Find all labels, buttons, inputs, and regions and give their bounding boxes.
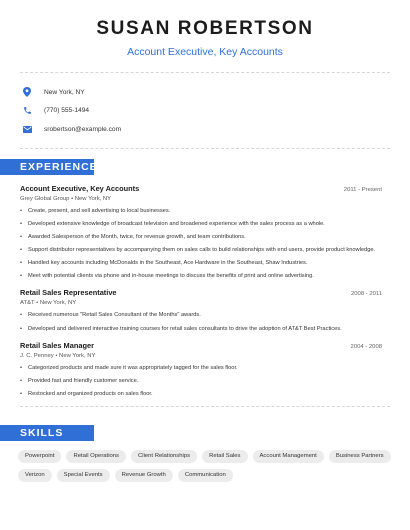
bullet-item: • Meet with potential clients via phone and in-house meetings to discuss the benefits of print and online advertising. (20, 272, 382, 280)
job-bullets (20, 207, 382, 281)
bullet-item: • Developed and delivered interactive training courses for retail sales consultants to drive the adoption of AT&T Best Practices. (20, 325, 382, 333)
job-title: Retail Sales Manager (20, 340, 94, 350)
skill-chip: Powerpoint (18, 450, 61, 463)
job-dates: 2008 - 2011 (350, 291, 382, 298)
bullet-item: • Received numerous "Retail Sales Consultant of the Months" awards. (20, 311, 382, 319)
skill-chip: Client Relationships (131, 450, 197, 463)
job-bullets (20, 311, 382, 332)
skill-chip: Retail Sales (202, 450, 247, 463)
contact-location-text: New York, NY (44, 88, 85, 96)
skill-chip: Account Management (253, 450, 324, 463)
contact-location (20, 83, 410, 102)
contact-phone (20, 102, 410, 121)
bullet-item: • Awarded Salesperson of the Month, twice, for revenue growth, and team contributions. (20, 233, 382, 241)
skill-chip: Revenue Growth (115, 469, 173, 482)
job-entry (20, 341, 382, 398)
skill-chip: Verizon (18, 469, 52, 482)
skills-list (0, 441, 410, 488)
contact-divider (20, 148, 390, 149)
job-company: Grey Global Group • New York, NY (20, 195, 112, 202)
job-dates: 2011 - Present (343, 186, 382, 193)
skill-chip: Communication (178, 469, 233, 482)
job-title: Retail Sales Representative (20, 288, 117, 298)
job-company: J. C. Penney • New York, NY (20, 352, 96, 359)
bullet-item: • Developed extensive knowledge of broadcast television and broadened experience with the sales process as a whole. (20, 220, 382, 228)
skill-chip: Retail Operations (66, 450, 126, 463)
job-entry (20, 184, 382, 281)
job-dates: 2004 - 2008 (350, 343, 382, 350)
skill-chip: Special Events (57, 469, 110, 482)
job-company: AT&T • New York, NY (20, 300, 77, 307)
bullet-item: • Handled key accounts including McDonalds in the Southeast, Ace Hardware in the Southeast, Shaw Industries. (20, 259, 382, 267)
skills-heading: SKILLS (0, 425, 94, 441)
bullet-item: • Support distributor representatives by accompanying them on sales calls to build relationships with end users, provide product knowledge. (20, 246, 382, 254)
resume-header (0, 0, 410, 58)
experience-list (0, 184, 410, 399)
experience-heading: EXPERIENCE (0, 159, 94, 175)
bullet-item: • Create, present, and sell advertising to local businesses. (20, 207, 382, 215)
job-title: Account Executive, Key Accounts (20, 183, 140, 193)
contact-email-text: srobertson@example.com (44, 125, 122, 133)
contact-list (0, 73, 410, 139)
contact-email (20, 120, 410, 139)
skill-chip: Business Partners (329, 450, 391, 463)
bullet-item: • Categorized products and made sure it was appropriately tagged for the sales floor. (20, 364, 382, 372)
experience-divider (20, 406, 390, 407)
job-entry (20, 288, 382, 332)
job-bullets (20, 364, 382, 398)
location-pin-icon (20, 85, 34, 99)
phone-icon (20, 104, 34, 118)
bullet-item: • Restocked and organized products on sales floor. (20, 390, 382, 398)
contact-phone-text: (770) 555-1494 (44, 107, 90, 115)
bullet-item: • Provided fast and friendly customer service. (20, 377, 382, 385)
candidate-title: Account Executive, Key Accounts (127, 46, 283, 58)
email-icon (20, 122, 34, 136)
candidate-name: SUSAN ROBERTSON (96, 18, 314, 39)
